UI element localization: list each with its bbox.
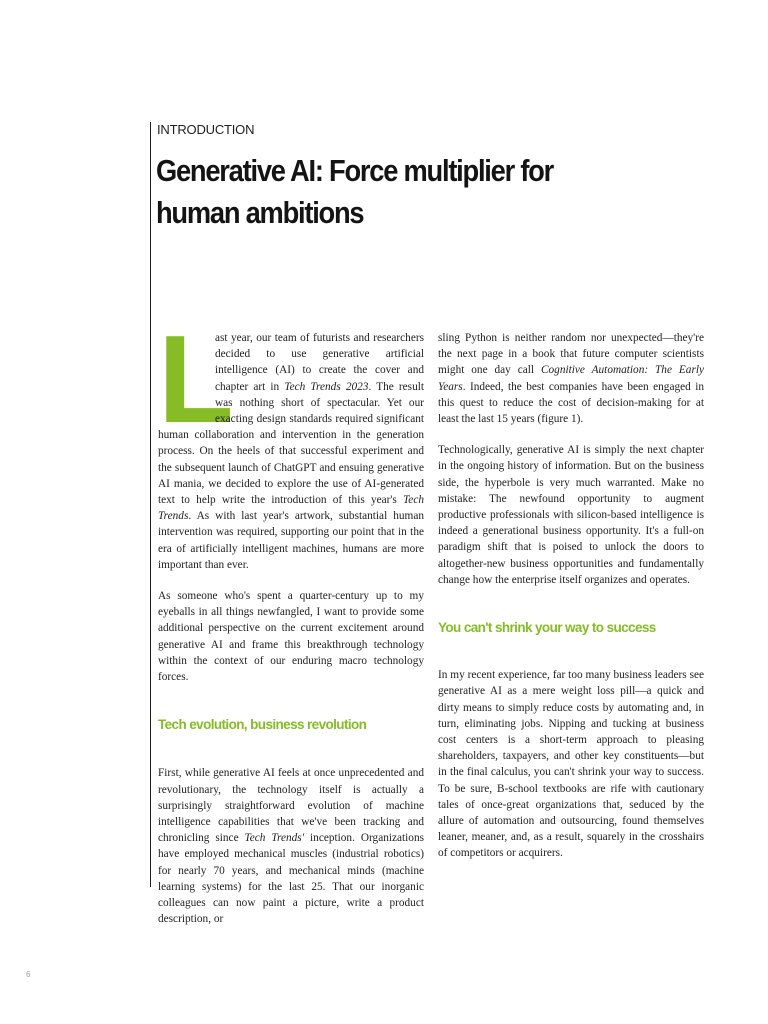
publication-title: Tech Trends 2023	[284, 380, 369, 393]
subheading: Tech evolution, business revolution	[158, 717, 367, 733]
paragraph-text-2: inception. Organizations have employed mechanical muscles (industrial robotics) for nearly 70 years, and mechanical minds (machine learning systems) for the last 25. That our inorganic colleagues can now paint a picture, write a product description, or	[158, 832, 424, 926]
paragraph-text-2: . Indeed, the best companies have been engaged in this quest to reduce the cost of decision-making for at least the last 15 years (figure 1).	[438, 380, 704, 426]
intro-text-3: . As with last year's artwork, substantial human intervention was required, supporting our point that in the era of artificially intelligent machines, humans are more important than ever.	[158, 510, 424, 571]
vertical-rule	[150, 122, 151, 887]
drop-cap: L	[158, 311, 232, 449]
paragraph-text-1: First, while generative AI feels at once unprecedented and revolutionary, the technology itself is actually a surprisingly straightforward evolution of machine intelligence capabilities that we've been tracking and chronicling since	[158, 767, 424, 845]
publication-name: Tech Trends	[158, 494, 424, 523]
intro-text-1: ast year, our team of futurists and researchers decided to use generative artificial intelligence (AI) to create the cover and chapter art in	[215, 332, 424, 393]
page-number: 6	[26, 970, 31, 979]
page-title: Generative AI: Force multiplier for human ambitions	[156, 153, 554, 230]
paragraph: As someone who's spent a quarter-century up to my eyeballs in all things newfangled, I want to provide some additional perspective on the current excitement around generative AI and frame this breakthrough technology within the context of our enduring macro technology forces.	[158, 590, 424, 684]
subheading: You can't shrink your way to success	[438, 620, 656, 636]
book-title: Cognitive Automation: The Early Years	[438, 364, 704, 393]
section-label: INTRODUCTION	[157, 122, 255, 137]
paragraph-text-1: sling Python is neither random nor unexpected—they're the next page in a book that future computer scientists might one day call	[438, 332, 704, 377]
intro-text-2: . The result was nothing short of spectacular. Yet our exacting design standards required significant human collaboration and intervention in the generation process. On the heels of that successful experiment and the subsequent launch of ChatGPT and ensuing generative AI mania, we decided to explore the use of AI-generated text to help write the introduction of this year's	[158, 380, 424, 507]
intro-paragraph	[158, 311, 424, 573]
paragraph	[438, 330, 704, 427]
publication-name: Tech Trends'	[244, 832, 305, 845]
paragraph	[158, 765, 424, 927]
paragraph: In my recent experience, far too many business leaders see generative AI as a mere weight loss pill—a quick and dirty means to simply reduce costs by automating and, in turn, eliminating jobs. Nipping and tucking at business cost centers is a short-term approach to pleasing shareholders, taxpayers, and other key constituents—but in the final calculus, you can't shrink your way to success. To be sure, B-school textbooks are rife with cautionary tales of once-great organizations that, seduced by the allure of automation and outsourcing, found themselves leaner, meaner, and, as a result, squarely in the crosshairs of competitors or acquirers.	[438, 669, 704, 860]
right-column	[438, 330, 704, 862]
left-column	[158, 311, 424, 928]
paragraph: Technologically, generative AI is simply the next chapter in the ongoing history of information. But on the business side, the hyperbole is very much warranted. Make no mistake: The newfound opportunity to augment productive professionals with silicon-based intelligence is indeed a generational business opportunity. It's a full-on paradigm shift that is poised to unlock the doors to altogether-new business opportunities and fundamentally change how the enterprise itself organizes and operates.	[438, 444, 704, 586]
